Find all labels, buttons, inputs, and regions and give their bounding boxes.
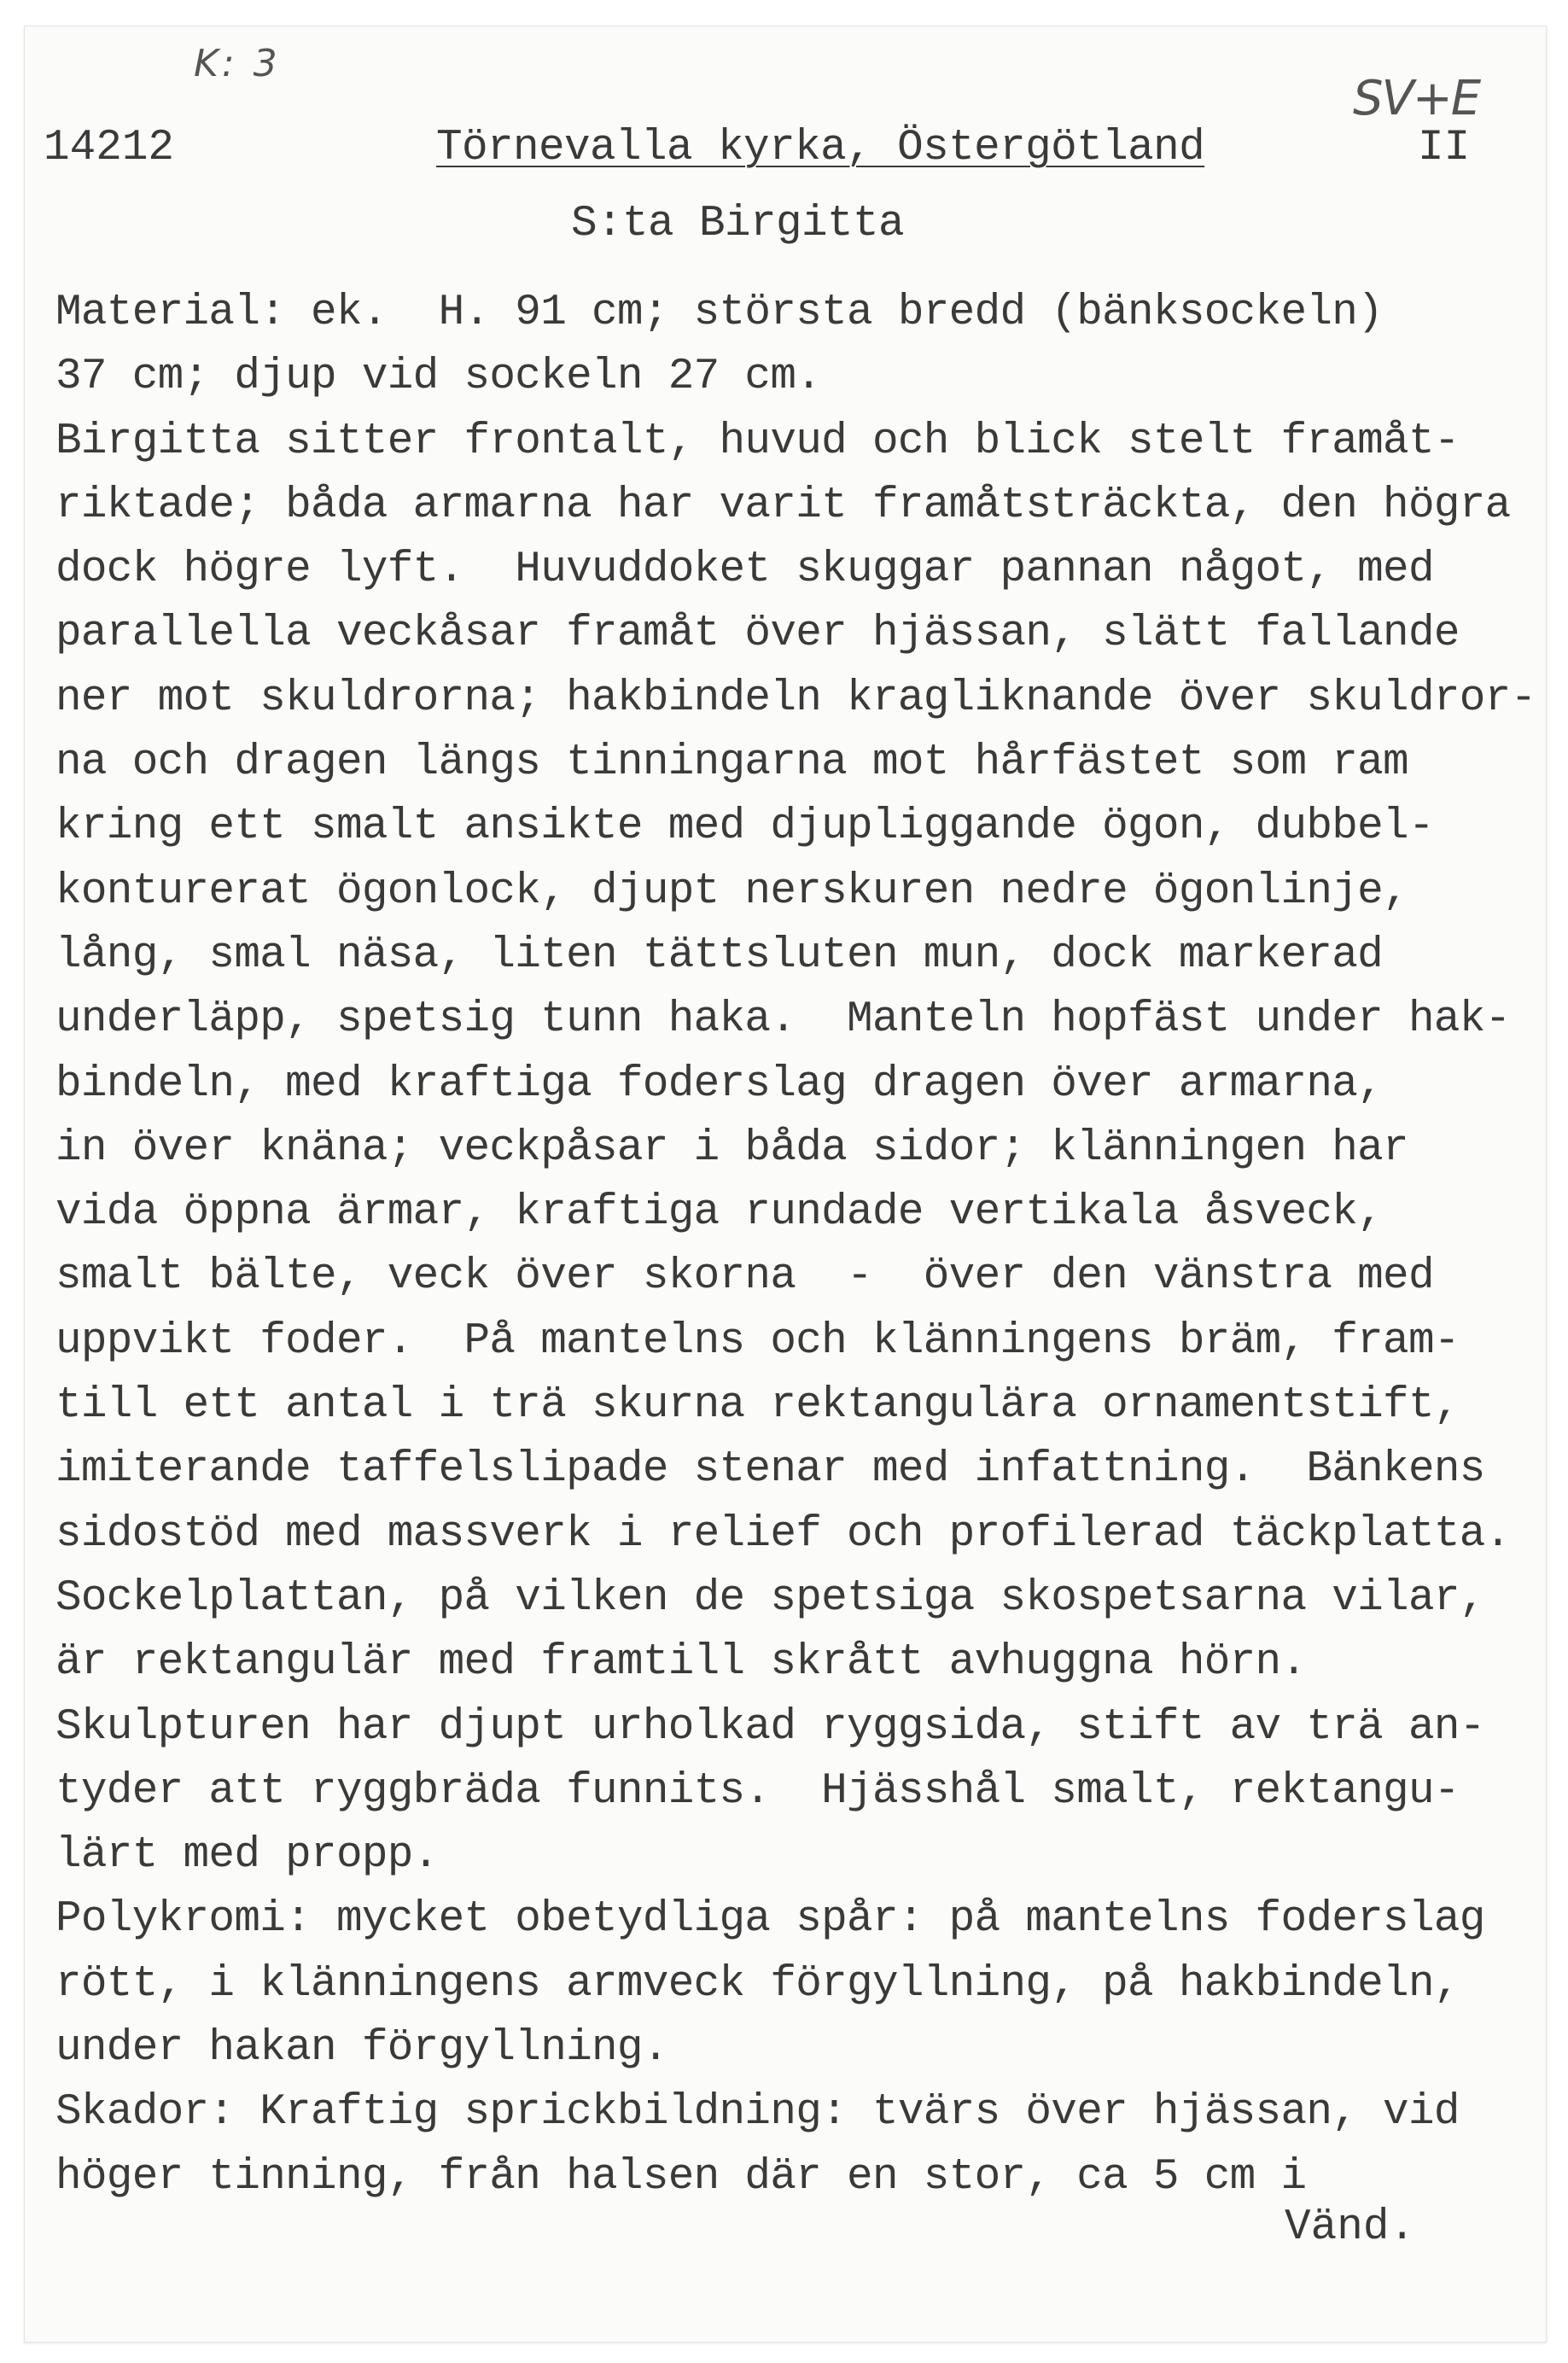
body-line: Polykromi: mycket obetydliga spår: på mantelns foderslag [55, 1895, 1485, 1945]
turn-over-note: Vänd. [1285, 2203, 1416, 2252]
body-line: Material: ek. H. 91 cm; största bredd (bänksockeln) [55, 289, 1384, 337]
index-card [24, 26, 1547, 2343]
body-line: Skulpturen har djupt urholkad ryggsida, stift av trä an- [55, 1702, 1485, 1752]
body-line: bindeln, med kraftiga foderslag dragen över armarna, [55, 1059, 1384, 1109]
body-line: konturerat ögonlock, djupt nerskuren nedre ögonlinje, [55, 866, 1408, 916]
body-line: dock högre lyft. Huvuddoket skuggar pannan något, med [55, 546, 1434, 595]
body-line: Birgitta sitter frontalt, huvud och blick stelt framåt- [55, 417, 1460, 466]
body-line: till ett antal i trä skurna rektangulära ornamentstift, [55, 1381, 1460, 1431]
body-line: rött, i klänningens armveck förgyllning, på hakbindeln, [55, 1959, 1460, 2009]
body-line: smalt bälte, veck över skorna - över den vänstra med [55, 1252, 1434, 1302]
body-line: tyder att ryggbräda funnits. Hjässhål smalt, rektangu- [55, 1766, 1460, 1816]
page-number: II [1418, 124, 1471, 172]
body-line: ner mot skuldrorna; hakbindeln kragliknande över skuldror- [55, 674, 1536, 723]
body-line: in över knäna; veckpåsar i båda sidor; klänningen har [55, 1123, 1408, 1173]
card-title: Törnevalla kyrka, Östergötland [436, 124, 1205, 172]
body-line: sidostöd med massverk i relief och profilerad täckplatta. [55, 1509, 1511, 1559]
body-line: under hakan förgyllning. [55, 2024, 668, 2074]
body-line: na och dragen längs tinningarna mot hårfästet som ram [55, 738, 1408, 788]
body-line: lärt med propp. [55, 1831, 439, 1881]
body-line: höger tinning, från halsen där en stor, ca 5 cm i [55, 2152, 1307, 2202]
body-line: vida öppna ärmar, kraftiga rundade vertikala åsveck, [55, 1188, 1384, 1238]
handwritten-code: K: 3 [194, 42, 281, 85]
description-body [55, 281, 1536, 2209]
subtitle: S:ta Birgitta [571, 200, 905, 248]
handwritten-initials: SV+E [1353, 71, 1480, 126]
body-line: uppvikt foder. På mantelns och klänningens bräm, fram- [55, 1316, 1460, 1366]
body-line: lång, smal näsa, liten tättsluten mun, dock markerad [55, 931, 1384, 980]
body-line: Sockelplattan, på vilken de spetsiga skospetsarna vilar, [55, 1573, 1485, 1623]
body-line: imiterande taffelslipade stenar med infattning. Bänkens [55, 1445, 1485, 1495]
body-line: 37 cm; djup vid sockeln 27 cm. [55, 353, 822, 402]
body-line: är rektangulär med framtill skrått avhuggna hörn. [55, 1638, 1307, 1688]
body-line: Skador: Kraftig sprickbildning: tvärs över hjässan, vid [55, 2088, 1460, 2138]
body-line: underläpp, spetsig tunn haka. Manteln hopfäst under hak- [55, 995, 1511, 1045]
catalog-number: 14212 [44, 124, 175, 172]
body-line: parallella veckåsar framåt över hjässan, slätt fallande [55, 610, 1460, 659]
body-line: riktade; båda armarna har varit framåtsträckta, den högra [55, 481, 1511, 530]
body-line: kring ett smalt ansikte med djupliggande ögon, dubbel- [55, 802, 1434, 852]
